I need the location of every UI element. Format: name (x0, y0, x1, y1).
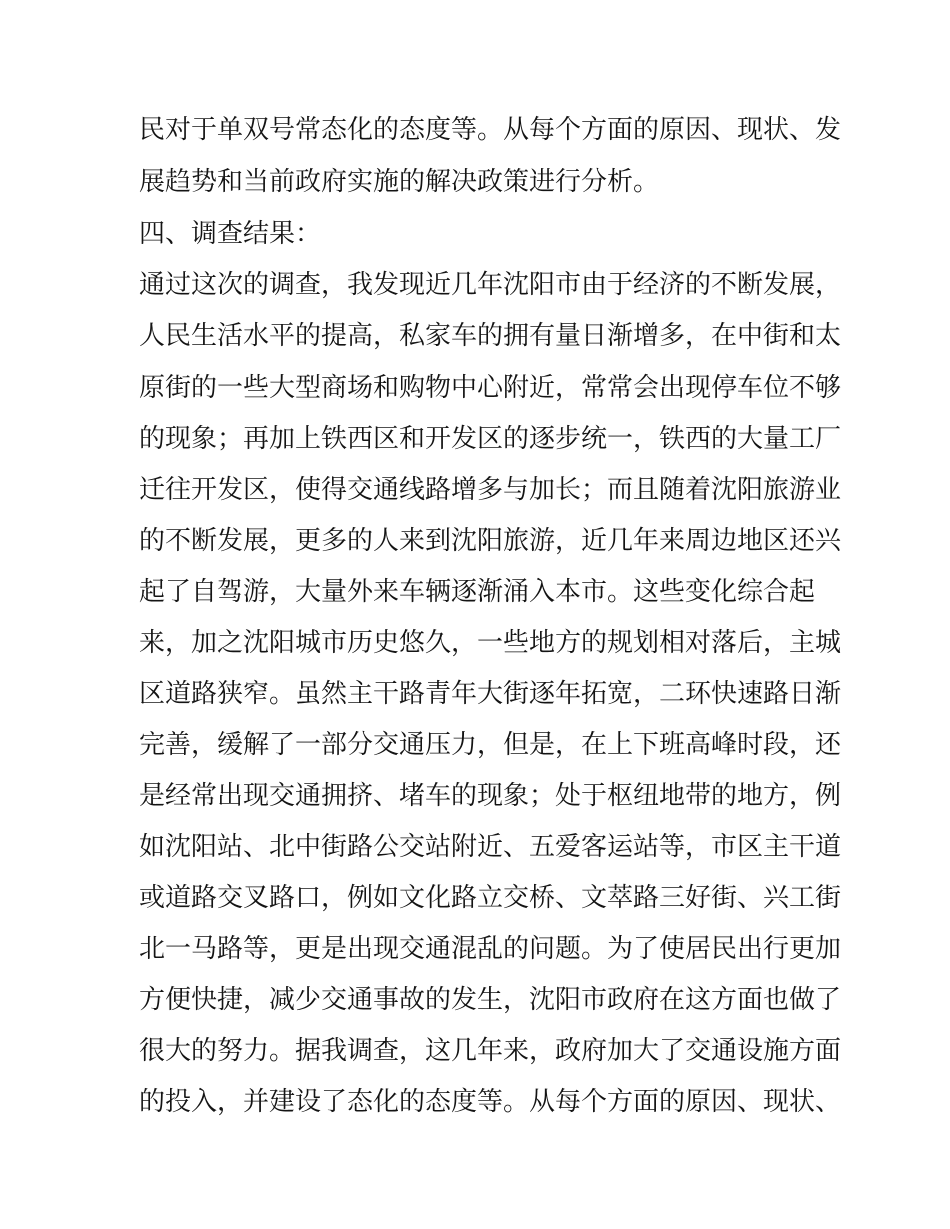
text-line-6: 原街的一些大型商场和购物中心附近，常常会出现停车位不够 (139, 373, 842, 403)
text-line-14: 是经常出现交通拥挤、堵车的现象；处于枢纽地带的地方，例 (139, 781, 842, 811)
text-line-12: 区道路狭窄。虽然主干路青年大街逐年拓宽，二环快速路日渐 (139, 679, 842, 709)
text-line-5: 人民生活水平的提高，私家车的拥有量日渐增多，在中街和太 (139, 321, 842, 351)
text-line-16: 或道路交叉路口，例如文化路立交桥、文萃路三好街、兴工街 (139, 883, 842, 913)
text-line-11: 来，加之沈阳城市历史悠久，一些地方的规划相对落后，主城 (139, 628, 842, 658)
text-line-17: 北一马路等，更是出现交通混乱的问题。为了使居民出行更加 (139, 934, 842, 964)
text-line-9: 的不断发展，更多的人来到沈阳旅游，近几年来周边地区还兴 (139, 526, 842, 556)
text-line-20: 的投入，并建设了态化的态度等。从每个方面的原因、现状、 (139, 1087, 842, 1117)
text-line-4: 通过这次的调查，我发现近几年沈阳市由于经济的不断发展， (139, 270, 842, 300)
text-line-19: 很大的努力。据我调查，这几年来，政府加大了交通设施方面 (139, 1036, 842, 1066)
text-line-10: 起了自驾游，大量外来车辆逐渐涌入本市。这些变化综合起 (139, 577, 816, 607)
text-line-7: 的现象；再加上铁西区和开发区的逐步统一，铁西的大量工厂 (139, 424, 842, 454)
text-line-2: 展趋势和当前政府实施的解决政策进行分析。 (139, 167, 660, 197)
text-line-18: 方便快捷，减少交通事故的发生，沈阳市政府在这方面也做了 (139, 985, 842, 1015)
section-heading: 四、调查结果： (139, 219, 322, 249)
text-line-15: 如沈阳站、北中街路公交站附近、五爱客运站等，市区主干道 (139, 832, 842, 862)
text-line-13: 完善，缓解了一部分交通压力，但是，在上下班高峰时段，还 (139, 730, 842, 760)
text-line-1: 民对于单双号常态化的态度等。从每个方面的原因、现状、发 (139, 115, 842, 145)
text-line-8: 迁往开发区，使得交通线路增多与加长；而且随着沈阳旅游业 (139, 475, 842, 505)
